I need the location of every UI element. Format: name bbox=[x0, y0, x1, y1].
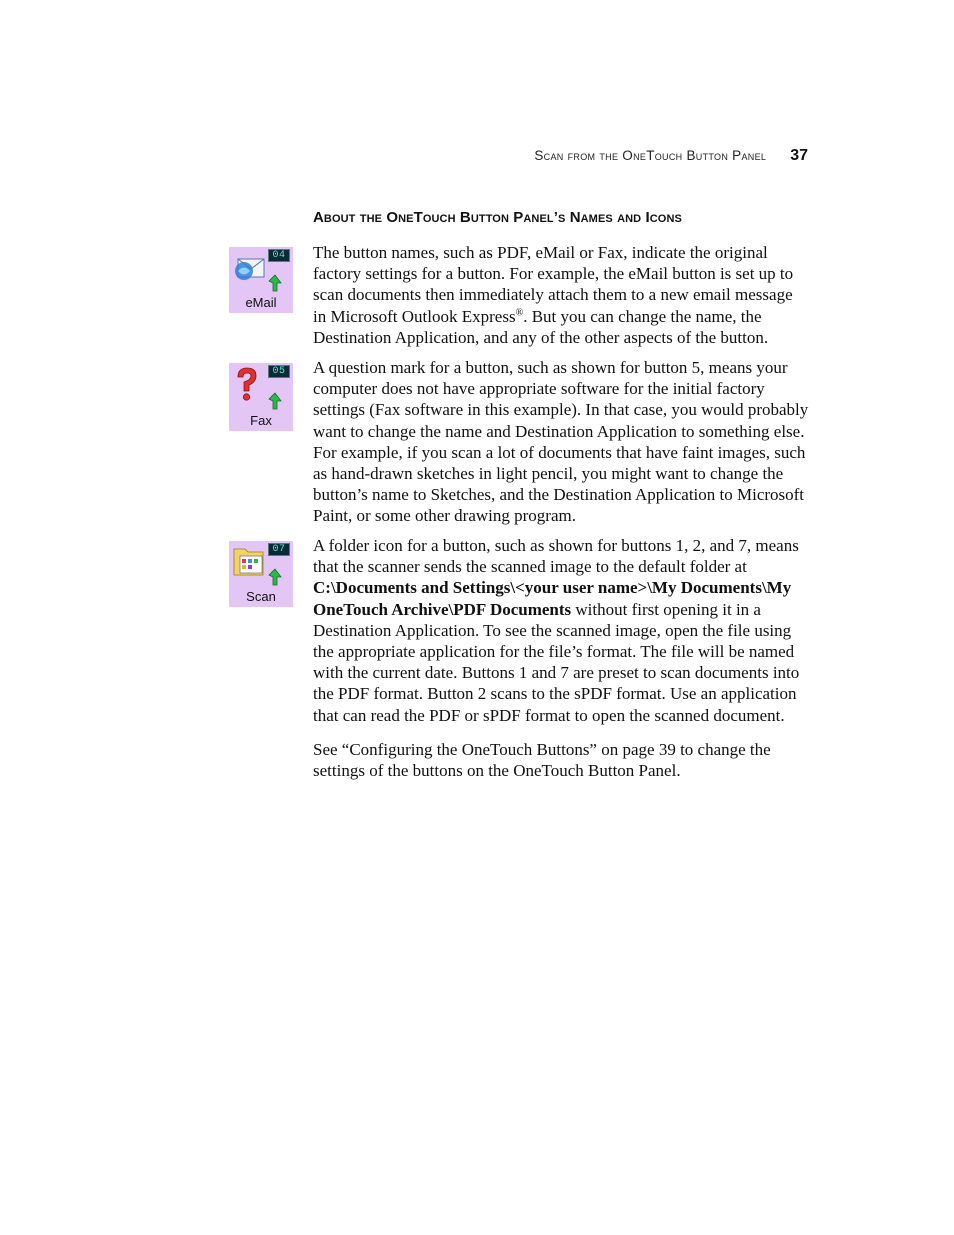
paragraph-names: The button names, such as PDF, eMail or Fax, indicate the original factory settings for a button. For example, the eMail button is set up to scan documents then immediately attach them to a new email message in Microsoft Outlook Express®. But you can change the name, the Destination Application, and any of the other aspects of the button. bbox=[313, 243, 794, 347]
running-header bbox=[534, 147, 808, 165]
fax-button-icon bbox=[229, 363, 293, 431]
running-title: Scan from the OneTouch Button Panel bbox=[534, 148, 767, 163]
paragraph-see-also: See “Configuring the OneTouch Buttons” on page 39 to change the settings of the buttons on the OneTouch Button Panel. bbox=[313, 740, 771, 781]
section-heading: About the OneTouch Button Panel’s Names and Icons bbox=[313, 209, 682, 226]
button-number-display: 07 bbox=[268, 543, 290, 556]
button-label: Fax bbox=[250, 413, 272, 428]
scan-button-icon bbox=[229, 541, 293, 607]
button-label: eMail bbox=[245, 295, 277, 310]
paragraph-question-mark: A question mark for a button, such as shown for button 5, means your computer does not have appropriate software for the initial factory settings (Fax software in this example). In that case, you would probably want to change the name and Destination Application to something else. For example, if you scan a lot of documents that have faint images, such as hand-drawn sketches in light pencil, you might want to change the button’s name to Sketches, and the Destination Application to Microsoft Paint, or some other drawing program. bbox=[313, 358, 809, 526]
page-number: 37 bbox=[790, 147, 808, 164]
button-label: Scan bbox=[246, 589, 276, 604]
button-number-display: 04 bbox=[268, 249, 290, 262]
email-button-icon bbox=[229, 247, 293, 313]
paragraph-folder: A folder icon for a button, such as shown for buttons 1, 2, and 7, means that the scanner sends the scanned image to the default folder at C:\Documents and Settings\<your user name>\My Documents\My OneTouch Archive\PDF Documents without first opening it in a Destination Application. To see the scanned image, open the file using the appropriate application for the file’s format. The file will be named with the current date. Buttons 1 and 7 are preset to scan documents into the PDF format. Button 2 scans to the sPDF format. Use an application that can read the PDF or sPDF format to open the scanned document. bbox=[313, 536, 800, 725]
default-folder-path: C:\Documents and Settings\<your user name>\My Documents\My OneTouch Archive\PDF Documents bbox=[313, 578, 792, 619]
button-number-display: 05 bbox=[268, 365, 290, 378]
